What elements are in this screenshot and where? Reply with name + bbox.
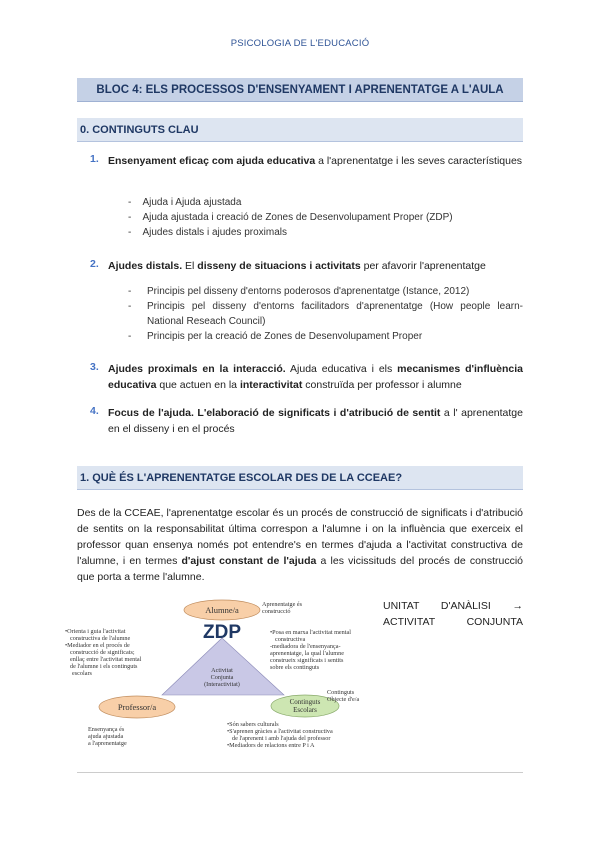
right-note-5: construeix significats i sentits <box>270 657 344 664</box>
bottom-left-note-3: a l'aprenentatge <box>88 740 127 747</box>
alumne-label: Alumne/a <box>205 605 239 615</box>
bottom-left-note-1: Ensenyança és <box>88 726 125 733</box>
sublist-1 <box>128 195 523 240</box>
bloc-title: BLOC 4: ELS PROCESSOS D'ENSENYAMENT I APRENENTATGE A L'AULA <box>77 78 523 102</box>
continguts-label-1: Continguts <box>289 698 321 706</box>
center-label-3: (Interactivitat) <box>204 681 240 688</box>
item-number: 2. <box>90 258 99 270</box>
right-note-4: aprenentatge, la qual l'alumne <box>270 650 344 657</box>
item-number: 1. <box>90 153 99 165</box>
left-note-5: enllaç entre l'activitat mental <box>70 656 142 663</box>
document-header: PSICOLOGIA DE L'EDUCACIÓ <box>230 38 370 49</box>
professor-label: Professor/a <box>117 702 157 712</box>
body-paragraph: Des de la CCEAE, l'aprenentatge escolar és un procés de construcció de significats i d'atribució de sentits on la responsabilitat última correspon a l'alumne i on la influència que exerceix el professor quan ensenya només pot entendre's en termes d'ajuda a l'activitat constructiva de l'alumne, i en termes d'ajust constant de l'ajuda a les vicissituds del procés de construcció que porta a terme l'alumne. <box>77 507 524 583</box>
sub-item: - Ajuda ajustada i creació de Zones de Desenvolupament Proper (ZDP) <box>128 212 453 223</box>
list-item-4 <box>90 405 523 437</box>
sub-item: - Principis pel disseny d'entorns facilitadors d'aprenentatge (How people learn-National Reseach Council) <box>128 301 523 327</box>
sub-item: - Ajudes distals i ajudes proximals <box>128 227 287 238</box>
item-text: Ensenyament eficaç com ajuda educativa a l'aprenentatge i les seves característiques <box>108 155 523 167</box>
right-note-6: sobre els continguts <box>270 664 320 671</box>
bottom-note-2: •S'aprenen gràcies a l'activitat constructiva <box>227 728 333 735</box>
left-note-3: •Mediador en el procés de <box>65 642 130 649</box>
footer-divider <box>77 772 523 773</box>
top-right-note-1: Aprenentatge és <box>262 601 303 608</box>
continguts-note-2: Objecte d'e/a <box>327 696 360 703</box>
left-note-2: constructiva de l'alumne <box>70 635 131 642</box>
list-item-3 <box>90 361 523 393</box>
center-label-2: Conjunta <box>210 674 234 681</box>
section-0-title: 0. CONTINGUTS CLAU <box>77 118 523 142</box>
bottom-left-note-2: ajuda ajustada <box>88 733 124 740</box>
right-note-3: -mediadora de l'ensenyança- <box>270 643 341 650</box>
sub-item: - Principis per la creació de Zones de Desenvolupament Proper <box>128 331 423 342</box>
sub-item: - Principis pel disseny d'entorns poderosos d'aprenentatge (Istance, 2012) <box>128 286 470 297</box>
top-right-note-2: construcció <box>262 608 291 615</box>
left-note-4: construcció de significats; <box>70 649 135 656</box>
section-1-title: 1. QUÈ ÉS L'APRENENTATGE ESCOLAR DES DE LA CCEAE? <box>77 466 523 490</box>
left-note-6: de l'alumne i els continguts <box>70 663 138 670</box>
left-note-1: •Orienta i guia l'activitat <box>65 628 126 635</box>
zdp-diagram <box>62 593 382 763</box>
zdp-label: ZDP <box>203 622 241 643</box>
sub-item: - Ajuda i Ajuda ajustada <box>128 197 242 208</box>
center-label-1: Activitat <box>211 667 233 674</box>
right-note-2: constructiva <box>275 636 306 643</box>
continguts-label-2: Escolars <box>293 706 317 714</box>
item-number: 4. <box>90 405 99 417</box>
bottom-note-4: •Mediadors de relacions entre P i A <box>227 742 315 749</box>
item-text: Focus de l'ajuda. L'elaboració de significats i d'atribució de sentit a l' aprenentatge en el disseny i en el procés <box>108 407 523 435</box>
left-note-7: escolars <box>72 670 92 677</box>
continguts-note-1: Continguts <box>327 689 355 696</box>
item-number: 3. <box>90 361 99 373</box>
right-note-1: •Posa en marxa l'activitat mental <box>270 629 351 636</box>
bottom-note-1: •Són sabers culturals <box>227 721 279 728</box>
bottom-note-3: de l'aprenent i amb l'ajuda del professor <box>232 735 331 742</box>
list-item-1 <box>90 153 523 169</box>
item-text: Ajudes distals. El disseny de situacions i activitats per afavorir l'aprenentatge <box>108 260 486 272</box>
list-item-2 <box>90 258 523 274</box>
unitat-analisi: UNITAT D'ANÀLISI → ACTIVITAT CONJUNTA <box>383 600 523 628</box>
sublist-2 <box>128 284 523 344</box>
item-text: Ajudes proximals en la interacció. Ajuda educativa i els mecanismes d'influència educativa que actuen en la interactivitat construïda per professor i alumne <box>108 363 523 391</box>
